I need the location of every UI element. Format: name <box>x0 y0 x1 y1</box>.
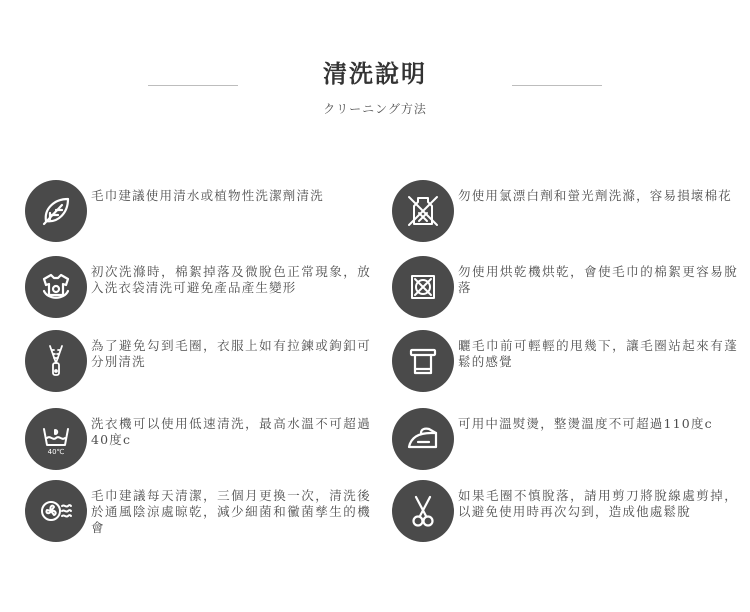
iron-icon <box>392 408 454 470</box>
care-item-shake-towel <box>392 330 737 394</box>
title-rule-left <box>148 85 238 86</box>
zipper-icon <box>25 330 87 392</box>
page-title: 清洗說明 <box>323 60 427 88</box>
care-item-text: 毛巾建議每天清潔，三個月更換一次，清洗後於通風陰涼處晾乾，減少細菌和黴菌孳生的機會 <box>91 488 371 535</box>
care-item-zipper <box>25 330 370 394</box>
wash-40c-icon <box>25 408 87 470</box>
care-item-text: 洗衣機可以使用低速清洗，最高水溫不可超過40度c <box>91 416 371 447</box>
care-item-no-tumble-dry <box>392 256 737 320</box>
care-item-text: 勿使用烘乾機烘乾，會使毛巾的棉絮更容易脫落 <box>458 264 738 295</box>
care-item-plant-detergent <box>25 180 370 244</box>
towel-hanging-icon <box>392 330 454 392</box>
laundry-bag-icon <box>25 256 87 318</box>
care-item-trim-loops <box>392 480 737 544</box>
care-item-text: 如果毛圈不慎脫落，請用剪刀將脫線處剪掉，以避免使用時再次勾到，造成他處鬆脫 <box>458 488 738 519</box>
wash-temp-label: 40℃ <box>47 448 65 456</box>
title-rule-right <box>512 85 602 86</box>
care-item-text: 勿使用氯漂白劑和螢光劑洗滌，容易損壞棉花 <box>458 188 733 203</box>
care-item-text: 為了避免勾到毛圈，衣服上如有拉鍊或鉤釦可分別清洗 <box>91 338 371 369</box>
care-item-text: 毛巾建議使用清水或植物性洗潔劑清洗 <box>91 188 324 203</box>
scissors-icon <box>392 480 454 542</box>
care-item-air-dry <box>25 480 370 544</box>
care-item-text: 可用中溫熨燙，整燙溫度不可超過110度c <box>458 416 713 431</box>
no-tumble-dry-icon <box>392 256 454 318</box>
leaf-icon <box>25 180 87 242</box>
fan-dry-icon <box>25 480 87 542</box>
care-item-wash-40c <box>25 408 370 472</box>
care-item-laundry-bag <box>25 256 370 320</box>
care-item-iron <box>392 408 737 472</box>
care-item-no-bleach <box>392 180 737 244</box>
care-item-text: 曬毛巾前可輕輕的甩幾下，讓毛圈站起來有蓬鬆的感覺 <box>458 338 738 369</box>
no-bleach-icon <box>392 180 454 242</box>
care-item-text: 初次洗滌時，棉絮掉落及微脫色正常現象，放入洗衣袋清洗可避免產品產生變形 <box>91 264 371 295</box>
page-subtitle: クリーニング方法 <box>323 102 427 116</box>
